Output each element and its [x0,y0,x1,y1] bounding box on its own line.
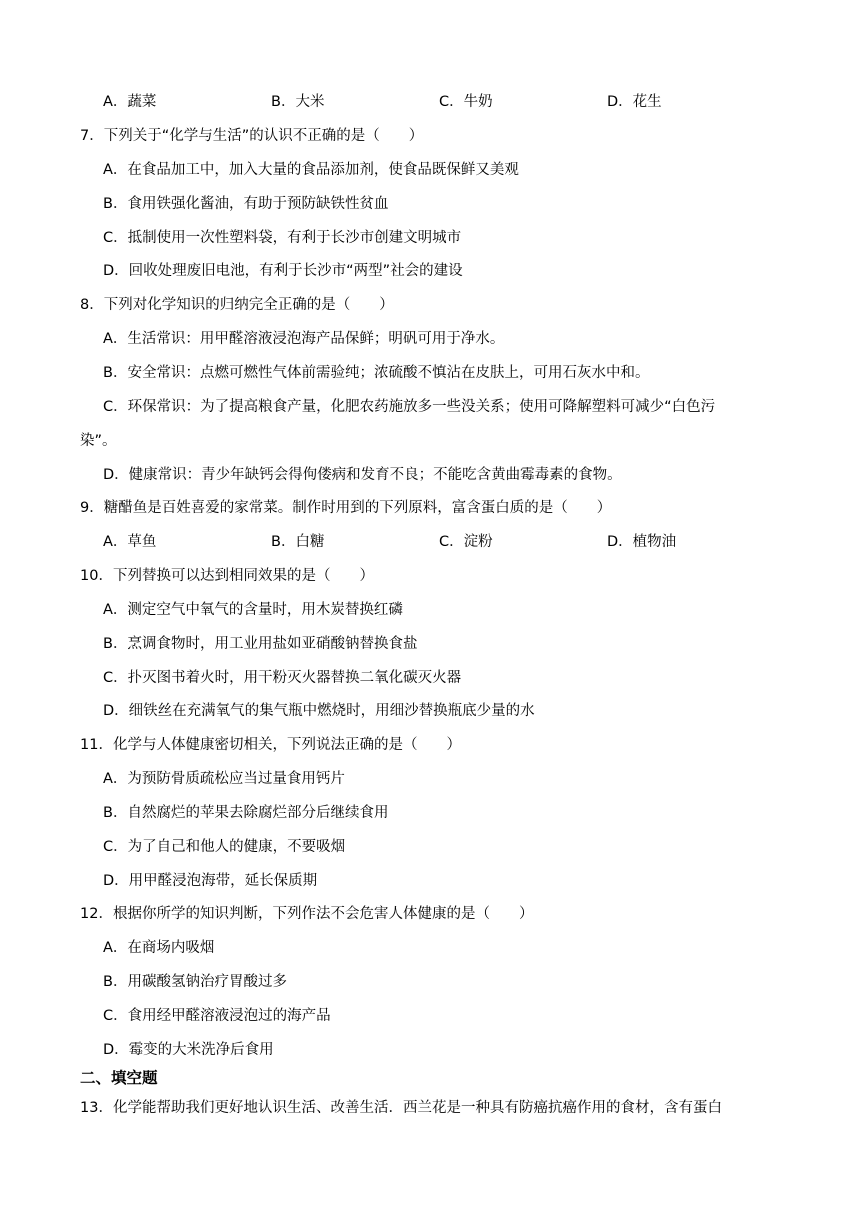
q12-option-d: D．霉变的大米洗净后食用 [103,1042,274,1058]
q7-option-d: D．回收处理废旧电池，有利于长沙市“两型”社会的建设 [103,263,463,279]
q11-option-c: C．为了自己和他人的健康，不要吸烟 [103,839,346,855]
q9-option-c: C．淀粉 [439,534,493,550]
q10-option-c: C．扑灭图书着火时，用干粉灭火器替换二氧化碳灭火器 [103,670,462,686]
q6-option-a: A．蔬菜 [103,94,157,110]
q8-stem: 8．下列对化学知识的归纳完全正确的是（ ） [80,297,394,313]
q12-option-a: A．在商场内吸烟 [103,940,215,956]
q11-stem: 11．化学与人体健康密切相关，下列说法正确的是（ ） [80,737,461,753]
q7-option-c: C．抵制使用一次性塑料袋，有利于长沙市创建文明城市 [103,230,462,246]
q11-option-d: D．用甲醛浸泡海带，延长保质期 [103,873,318,889]
q6-option-d: D．花生 [607,94,662,110]
q8-option-c: C．环保常识：为了提高粮食产量，化肥农药施放多一些没关系；使用可降解塑料可减少“白色污 [103,399,716,415]
q7-stem: 7．下列关于“化学与生活”的认识不正确的是（ ） [80,128,424,144]
q8-option-b: B．安全常识：点燃可燃性气体前需验纯；浓硫酸不慎沾在皮肤上，可用石灰水中和。 [103,365,650,381]
q11-option-a: A．为预防骨质疏松应当过量食用钙片 [103,771,345,787]
q12-stem: 12．根据你所学的知识判断，下列作法不会危害人体健康的是（ ） [80,906,534,922]
q10-option-b: B．烹调食物时，用工业用盐如亚硝酸钠替换食盐 [103,636,418,652]
section-title-fill-in: 二、填空题 [80,1069,158,1087]
q10-option-d: D．细铁丝在充满氧气的集气瓶中燃烧时，用细沙替换瓶底少量的水 [103,703,535,719]
q7-option-a: A．在食品加工中，加入大量的食品添加剂，使食品既保鲜又美观 [103,162,519,178]
q6-options [103,92,802,112]
q13-stem: 13．化学能帮助我们更好地认识生活、改善生活．西兰花是一种具有防癌抗癌作用的食材，含有蛋白 [80,1100,722,1116]
q10-option-a: A．测定空气中氧气的含量时，用木炭替换红磷 [103,602,403,618]
q9-option-b: B．白糖 [271,534,325,550]
q10-stem: 10．下列替换可以达到相同效果的是（ ） [80,568,374,584]
q9-option-d: D．植物油 [607,534,677,550]
q12-option-c: C．食用经甲醛溶液浸泡过的海产品 [103,1008,331,1024]
q9-option-a: A．草鱼 [103,534,157,550]
q8-option-d: D．健康常识：青少年缺钙会得佝偻病和发育不良；不能吃含黄曲霉毒素的食物。 [103,467,622,483]
q8-option-a: A．生活常识：用甲醛溶液浸泡海产品保鲜；明矾可用于净水。 [103,331,505,347]
q9-options [103,532,802,552]
q11-option-b: B．自然腐烂的苹果去除腐烂部分后继续食用 [103,805,389,821]
q7-option-b: B．食用铁强化酱油，有助于预防缺铁性贫血 [103,196,389,212]
q6-option-c: C．牛奶 [439,94,493,110]
q12-option-b: B．用碳酸氢钠治疗胃酸过多 [103,974,287,990]
q6-option-b: B．大米 [271,94,325,110]
q9-stem: 9．糖醋鱼是百姓喜爱的家常菜。制作时用到的下列原料，富含蛋白质的是（ ） [80,500,612,516]
q8-option-c-continued: 染”。 [80,433,117,449]
